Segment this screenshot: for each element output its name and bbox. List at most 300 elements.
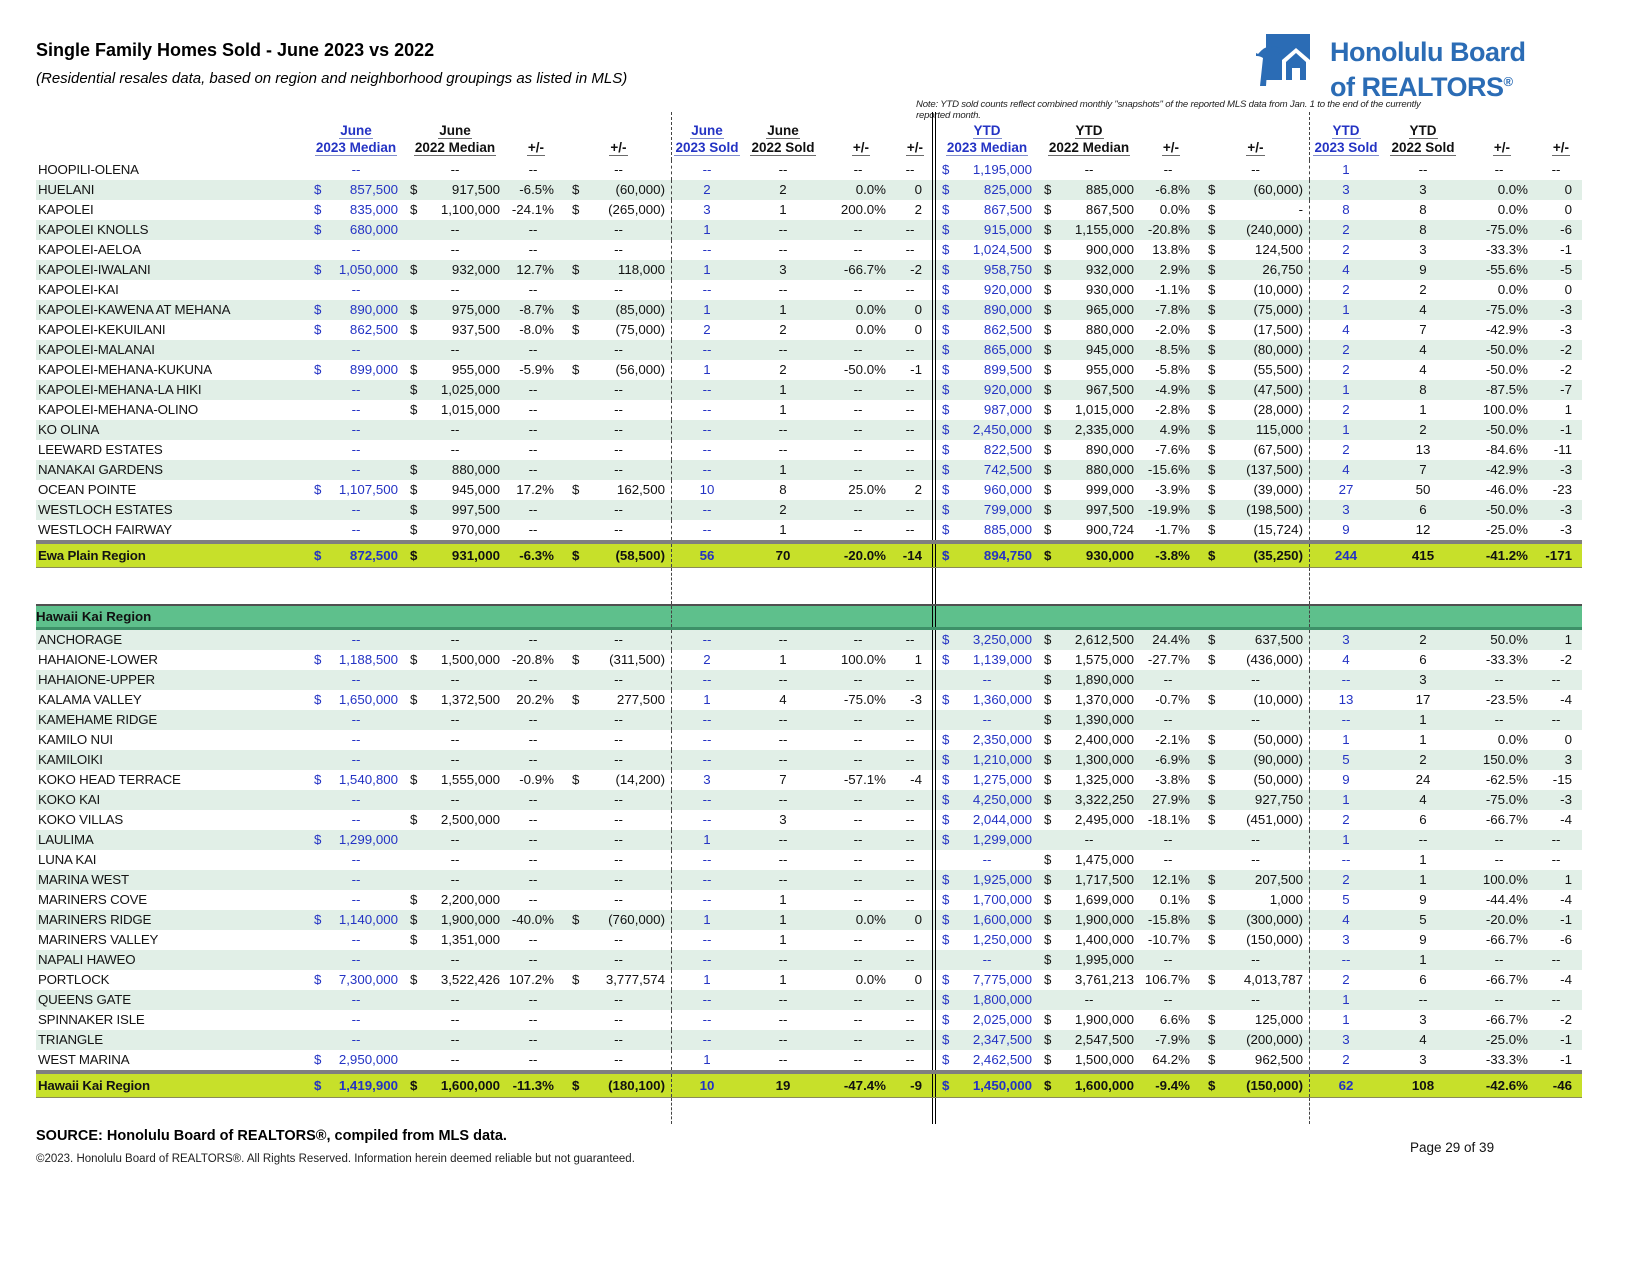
cell-ytd_sold_pct: -44.4% (1485, 892, 1528, 907)
logo-line1: Honolulu Board (1330, 36, 1526, 67)
cell-jun22_median: -- (450, 1012, 460, 1027)
cell-ytd_pct: -19.9% (1140, 500, 1202, 520)
cell-jun23_sold: -- (702, 812, 712, 827)
cell-sold_pct: -- (824, 790, 898, 810)
neighborhood-name: KAPOLEI-KAI (38, 282, 119, 297)
cell-ytd23_sold: 13 (1338, 692, 1354, 707)
cell-sold_pct: 25.0% (848, 482, 886, 497)
cell-jun22_sold: -- (742, 870, 824, 890)
cell-jun23_sold: -- (672, 340, 742, 360)
cell-ytd22_median: $ 1,370,000 (1044, 692, 1134, 707)
cell-ytd23_median: $ 1,299,000 (936, 830, 1038, 850)
cell-sold_pct: -50.0% (843, 362, 886, 377)
cell-jun_diff: -- (566, 1010, 672, 1030)
cell-ytd_sold_diff: -6 (1560, 932, 1572, 947)
cell-jun23_sold: 2 (672, 180, 742, 200)
cell-ytd_pct: -8.5% (1140, 340, 1202, 360)
cell-ytd22_sold: 3 (1419, 1052, 1427, 1067)
cell-ytd22_sold: 4 (1382, 300, 1464, 320)
neighborhood-name: KAPOLEI-MEHANA-OLINO (38, 402, 199, 417)
cell-ytd_pct: 6.6% (1159, 1012, 1190, 1027)
neighborhood-name: MARINERS COVE (38, 892, 147, 907)
cell-ytd23_sold: 4 (1310, 460, 1382, 480)
cell-ytd_pct: -2.1% (1155, 732, 1190, 747)
cell-sold_pct: -- (853, 442, 863, 457)
cell-jun_diff: -- (566, 790, 672, 810)
column-header-sold_diff: +/- (898, 112, 936, 160)
cell-sold_pct: -- (824, 500, 898, 520)
neighborhood-name: WESTLOCH ESTATES (36, 500, 308, 520)
cell-jun22_sold: -- (778, 852, 788, 867)
cell-jun23_sold: -- (672, 990, 742, 1010)
region-header-row (36, 604, 1582, 630)
cell-ytd23_median: $ 960,000 (942, 482, 1032, 497)
cell-ytd_pct: -6.9% (1140, 750, 1202, 770)
cell-sold_diff: -- (898, 1050, 936, 1070)
cell-sold_diff: -- (898, 160, 936, 180)
cell-ytd22_median: $ 1,600,000 (1038, 1074, 1140, 1097)
cell-jun23_median: -- (308, 670, 404, 690)
cell-jun22_sold (742, 568, 824, 604)
cell-jun23_median: -- (351, 892, 361, 907)
cell-jun22_median: -- (404, 710, 506, 730)
cell-jun_diff: $ (180,100) (566, 1074, 672, 1097)
cell-ytd22_sold: 6 (1419, 972, 1427, 987)
cell-jun22_median: $ 937,500 (410, 322, 500, 337)
cell-jun22_median: -- (404, 630, 506, 650)
cell-jun_pct (506, 1098, 566, 1124)
cell-jun_pct (506, 568, 566, 604)
source-line: SOURCE: Honolulu Board of REALTORS®, compiled from MLS data. (36, 1128, 507, 1144)
cell-jun23_sold: 1 (672, 300, 742, 320)
cell-ytd_pct: 0.1% (1159, 892, 1190, 907)
table-row (36, 770, 1582, 790)
cell-sold_pct: -- (853, 732, 863, 747)
cell-jun22_sold: -- (778, 282, 788, 297)
cell-ytd23_median: $ 920,000 (936, 380, 1038, 400)
cell-ytd23_median: $ 1,024,500 (942, 242, 1032, 257)
cell-ytd22_sold: 2 (1419, 282, 1427, 297)
cell-jun23_median: -- (308, 990, 404, 1010)
cell-ytd22_sold: 3 (1419, 242, 1427, 257)
region-total-label: Ewa Plain Region (36, 544, 308, 567)
cell-jun23_sold: 10 (672, 1074, 742, 1097)
cell-sold_diff: -- (898, 1030, 936, 1050)
cell-ytd22_sold: 13 (1415, 442, 1431, 457)
cell-jun_pct: -- (506, 630, 566, 650)
table-row (36, 300, 1582, 320)
cell-sold_diff: -- (898, 830, 936, 850)
cell-ytd_pct: -7.9% (1140, 1030, 1202, 1050)
cell-ytd23_sold: 1 (1310, 830, 1382, 850)
cell-sold_diff: 0 (898, 320, 936, 340)
cell-jun23_sold: -- (672, 630, 742, 650)
cell-ytd23_median: $ 2,462,500 (942, 1052, 1032, 1067)
cell-jun23_median (308, 568, 404, 604)
cell-ytd22_median: $ 1,300,000 (1038, 750, 1140, 770)
cell-ytd22_sold: 2 (1382, 630, 1464, 650)
cell-jun_pct: -- (528, 1012, 538, 1027)
cell-ytd_diff: $ (67,500) (1202, 440, 1310, 460)
cell-ytd22_median: $ 1,500,000 (1044, 1052, 1134, 1067)
cell-jun22_median: $ 932,000 (404, 260, 506, 280)
cell-ytd23_median: $ 1,700,000 (942, 892, 1032, 907)
cell-ytd_diff: -- (1202, 710, 1310, 730)
cell-jun23_median: $ 2,950,000 (314, 1052, 398, 1067)
cell-jun22_median: $ 1,015,000 (410, 402, 500, 417)
column-header-jun23_median: June 2023 Median (315, 123, 397, 155)
cell-ytd_pct: -2.8% (1155, 402, 1190, 417)
cell-ytd22_median: $ 1,475,000 (1044, 852, 1134, 867)
cell-ytd23_median: $ 958,750 (936, 260, 1038, 280)
cell-jun_diff (566, 1098, 672, 1124)
cell-ytd_diff: $ 637,500 (1202, 630, 1310, 650)
cell-jun_diff: -- (566, 1050, 672, 1070)
cell-ytd_sold_pct (1464, 1098, 1540, 1124)
cell-jun23_median: $ 1,140,000 (308, 910, 404, 930)
copyright-line: ©2023. Honolulu Board of REALTORS®. All Rights Reserved. Information herein deemed reliable but not guaranteed. (36, 1153, 635, 1165)
cell-ytd23_sold: 4 (1342, 652, 1350, 667)
cell-jun23_median: -- (351, 852, 361, 867)
cell-ytd22_median: $ 1,699,000 (1044, 892, 1134, 907)
cell-jun22_sold: 1 (779, 972, 787, 987)
cell-jun22_median: $ 1,500,000 (410, 652, 500, 667)
cell-ytd22_median: -- (1038, 990, 1140, 1010)
cell-ytd22_median: $ 2,400,000 (1044, 732, 1134, 747)
cell-jun22_median (404, 1098, 506, 1124)
cell-sold_diff: -- (898, 890, 936, 910)
cell-ytd_pct: 27.9% (1140, 790, 1202, 810)
cell-jun23_median: -- (308, 380, 404, 400)
cell-jun23_median: $ 872,500 (308, 544, 404, 567)
neighborhood-name (36, 1098, 308, 1124)
cell-jun23_sold (672, 606, 742, 627)
cell-sold_diff (898, 568, 936, 604)
cell-ytd22_sold: 9 (1419, 892, 1427, 907)
cell-jun22_median: $ 931,000 (404, 544, 506, 567)
cell-jun22_sold: 2 (742, 500, 824, 520)
cell-ytd_diff: $ (50,000) (1202, 770, 1310, 790)
cell-jun23_sold: -- (672, 790, 742, 810)
cell-ytd23_median: $ 1,275,000 (942, 772, 1032, 787)
cell-ytd_sold_pct: 150.0% (1464, 750, 1540, 770)
cell-jun22_median: $ 955,000 (410, 362, 500, 377)
cell-ytd22_median (1038, 568, 1140, 604)
cell-jun23_median: -- (308, 500, 404, 520)
cell-jun22_median: $ 1,600,000 (404, 1074, 506, 1097)
cell-ytd_diff: $ (55,500) (1202, 360, 1310, 380)
table-row (36, 630, 1582, 650)
cell-ytd_sold_pct: -75.0% (1464, 300, 1540, 320)
cell-ytd22_median: $ 900,724 (1044, 522, 1134, 537)
cell-jun22_sold: -- (778, 732, 788, 747)
neighborhood-name: KAPOLEI-IWALANI (36, 260, 308, 280)
cell-jun_pct: 107.2% (508, 972, 554, 987)
cell-sold_diff: -- (898, 240, 936, 260)
cell-ytd22_median: $ 890,000 (1044, 442, 1134, 457)
cell-ytd23_sold: 4 (1310, 260, 1382, 280)
cell-jun_diff: -- (566, 750, 672, 770)
cell-jun22_median (404, 606, 506, 627)
table-row (36, 280, 1582, 300)
cell-ytd23_sold: 5 (1342, 892, 1350, 907)
cell-jun22_sold: 1 (779, 932, 787, 947)
neighborhood-name (36, 112, 308, 160)
cell-ytd_sold_pct: -- (1494, 852, 1504, 867)
cell-ytd22_sold: 2 (1382, 420, 1464, 440)
cell-ytd_diff: $ (300,000) (1202, 910, 1310, 930)
cell-sold_diff: -3 (898, 690, 936, 710)
table-row (36, 890, 1582, 910)
cell-jun22_median: $ 945,000 (410, 482, 500, 497)
table-row (36, 690, 1582, 710)
cell-jun22_sold: 1 (779, 202, 787, 217)
cell-jun_diff: -- (566, 950, 672, 970)
section-spacer-row (36, 1098, 1582, 1124)
cell-ytd22_sold: 415 (1382, 544, 1464, 567)
cell-ytd_pct: -5.8% (1155, 362, 1190, 377)
cell-sold_diff: -4 (898, 770, 936, 790)
cell-jun_diff: $ (265,000) (566, 200, 672, 220)
cell-jun23_sold: 1 (672, 910, 742, 930)
cell-ytd_sold_pct: -- (1464, 830, 1540, 850)
neighborhood-name: KAPOLEI-KEKUILANI (38, 322, 166, 337)
cell-ytd23_sold: 2 (1310, 340, 1382, 360)
cell-sold_diff: -- (898, 340, 936, 360)
cell-jun_pct: -- (506, 500, 566, 520)
cell-ytd_sold_diff: -4 (1560, 692, 1572, 707)
cell-ytd_diff: $ (150,000) (1202, 930, 1310, 950)
cell-jun22_median: $ 1,351,000 (410, 932, 500, 947)
cell-ytd23_sold: 1 (1342, 162, 1350, 177)
cell-ytd23_sold: 2 (1342, 242, 1350, 257)
cell-sold_diff: -- (898, 810, 936, 830)
cell-ytd_sold_diff: -4 (1560, 812, 1572, 827)
cell-ytd_sold_pct: 0.0% (1497, 282, 1528, 297)
cell-sold_diff: -- (898, 990, 936, 1010)
cell-ytd_pct: 64.2% (1152, 1052, 1190, 1067)
cell-ytd_pct: 12.1% (1140, 870, 1202, 890)
cell-ytd_diff: $ - (1202, 200, 1310, 220)
neighborhood-name: HOOPILI-OLENA (38, 162, 139, 177)
cell-jun23_median: -- (351, 732, 361, 747)
table-row (36, 650, 1582, 670)
cell-jun_pct: 12.7% (506, 260, 566, 280)
cell-jun22_sold: -- (778, 442, 788, 457)
cell-ytd22_median: $ 965,000 (1038, 300, 1140, 320)
cell-ytd_sold_pct: -25.0% (1485, 522, 1528, 537)
cell-jun_diff: $ (60,000) (566, 180, 672, 200)
cell-ytd23_sold: 3 (1310, 180, 1382, 200)
cell-ytd23_sold: 5 (1310, 750, 1382, 770)
cell-sold_pct: -- (853, 892, 863, 907)
cell-jun23_sold: 3 (703, 202, 711, 217)
cell-jun23_sold: -- (672, 950, 742, 970)
cell-sold_diff: -- (898, 790, 936, 810)
cell-ytd22_median: $ 900,000 (1044, 242, 1134, 257)
cell-ytd22_median: $ 1,015,000 (1044, 402, 1134, 417)
cell-ytd_diff: $ (28,000) (1202, 400, 1310, 420)
cell-jun23_median: -- (351, 932, 361, 947)
cell-ytd_sold_diff: 1 (1540, 870, 1582, 890)
cell-ytd22_sold: 1 (1382, 870, 1464, 890)
cell-jun_pct: -- (506, 380, 566, 400)
cell-ytd_pct: -3.8% (1140, 544, 1202, 567)
cell-ytd22_median: $ 3,761,213 (1044, 972, 1134, 987)
cell-jun22_median: -- (450, 282, 460, 297)
cell-ytd22_median: $ 1,155,000 (1038, 220, 1140, 240)
cell-ytd23_median: $ 825,000 (936, 180, 1038, 200)
cell-ytd22_median: $ 2,335,000 (1038, 420, 1140, 440)
cell-ytd23_median: -- (982, 852, 992, 867)
neighborhood-name: MARINERS RIDGE (36, 910, 308, 930)
cell-jun23_median: $ 1,419,900 (308, 1074, 404, 1097)
cell-ytd_diff: $ (150,000) (1202, 1074, 1310, 1097)
cell-jun23_median: -- (308, 710, 404, 730)
cell-ytd_sold_diff: -3 (1540, 300, 1582, 320)
cell-jun22_median: -- (404, 870, 506, 890)
cell-ytd22_sold: 4 (1382, 790, 1464, 810)
cell-ytd_diff: $ (60,000) (1202, 180, 1310, 200)
cell-sold_pct: -75.0% (843, 692, 886, 707)
cell-sold_diff: -- (898, 500, 936, 520)
cell-ytd_diff: $ 962,500 (1202, 1050, 1310, 1070)
cell-sold_diff: -- (898, 730, 936, 750)
cell-jun22_sold: -- (778, 1012, 788, 1027)
cell-jun23_median: $ 1,107,500 (314, 482, 398, 497)
cell-sold_pct: -- (824, 380, 898, 400)
cell-jun23_median: $ 1,188,500 (314, 652, 398, 667)
cell-ytd22_median: $ 1,325,000 (1044, 772, 1134, 787)
cell-ytd22_median: $ 1,400,000 (1044, 932, 1134, 947)
cell-jun_pct: -- (528, 732, 538, 747)
table-row (36, 320, 1582, 340)
cell-ytd_sold_diff: 0 (1564, 202, 1572, 217)
cell-jun23_sold: -- (672, 500, 742, 520)
cell-jun22_sold (742, 1098, 824, 1124)
cell-ytd22_sold: 1 (1382, 710, 1464, 730)
cell-jun_diff: -- (566, 810, 672, 830)
neighborhood-name: TRIANGLE (36, 1030, 308, 1050)
cell-jun_diff: $ (85,000) (566, 300, 672, 320)
neighborhood-name: HAHAIONE-UPPER (36, 670, 308, 690)
cell-ytd22_median: $ 2,547,500 (1038, 1030, 1140, 1050)
cell-ytd22_median: $ 997,500 (1038, 500, 1140, 520)
cell-ytd_diff: $ (17,500) (1202, 320, 1310, 340)
cell-jun22_median: $ 880,000 (404, 460, 506, 480)
cell-ytd23_sold: 4 (1342, 322, 1350, 337)
cell-ytd22_sold: -- (1382, 990, 1464, 1010)
cell-jun_diff: $ (311,500) (566, 650, 672, 670)
cell-ytd22_sold: 12 (1415, 522, 1431, 537)
column-header-ytd_diff: +/- (1202, 112, 1310, 160)
cell-jun23_sold: 1 (703, 1052, 711, 1067)
cell-jun22_sold: 1 (742, 910, 824, 930)
neighborhood-name: KAMILO NUI (38, 732, 113, 747)
neighborhood-name: LUNA KAI (38, 852, 97, 867)
cell-ytd23_median: $ 1,139,000 (942, 652, 1032, 667)
cell-jun_diff: $ (75,000) (566, 320, 672, 340)
cell-ytd_pct: -6.8% (1140, 180, 1202, 200)
cell-ytd23_median: $ 890,000 (936, 300, 1038, 320)
cell-ytd23_sold: 2 (1342, 282, 1350, 297)
cell-ytd22_median: $ 1,390,000 (1038, 710, 1140, 730)
cell-jun_pct: -- (506, 670, 566, 690)
table-row (36, 970, 1582, 990)
cell-jun_diff (566, 606, 672, 627)
cell-ytd_sold_diff: -- (1540, 830, 1582, 850)
cell-jun23_median: -- (308, 630, 404, 650)
cell-sold_diff: -- (898, 400, 936, 420)
cell-jun_pct: -8.7% (506, 300, 566, 320)
cell-sold_pct: -- (853, 812, 863, 827)
cell-ytd_diff: -- (1202, 670, 1310, 690)
cell-ytd_sold_diff: 3 (1540, 750, 1582, 770)
cell-jun23_sold: -- (702, 932, 712, 947)
cell-sold_pct: -- (824, 670, 898, 690)
cell-ytd22_sold: 6 (1382, 500, 1464, 520)
cell-sold_pct: -- (824, 710, 898, 730)
cell-jun_diff: -- (566, 990, 672, 1010)
cell-ytd_pct (1140, 568, 1202, 604)
cell-ytd23_median: $ 1,195,000 (942, 162, 1032, 177)
cell-ytd_pct: -15.6% (1140, 460, 1202, 480)
cell-jun23_median (308, 606, 404, 627)
cell-jun23_median: -- (351, 402, 361, 417)
cell-sold_pct: -66.7% (824, 260, 898, 280)
cell-ytd23_sold (1310, 1098, 1382, 1124)
cell-ytd_pct: -10.7% (1147, 932, 1190, 947)
column-header-ytd23_median: YTD 2023 Median (946, 123, 1028, 155)
cell-jun_pct (506, 606, 566, 627)
cell-ytd22_median: $ 867,500 (1044, 202, 1134, 217)
cell-ytd23_sold: 62 (1310, 1074, 1382, 1097)
cell-ytd_sold_diff: -2 (1540, 340, 1582, 360)
cell-ytd_diff: $ (451,000) (1202, 810, 1310, 830)
cell-jun22_sold (742, 606, 824, 627)
cell-jun23_median: $ 835,000 (314, 202, 398, 217)
region-total-row (36, 1070, 1582, 1098)
cell-jun22_median: -- (450, 852, 460, 867)
cell-ytd23_median: $ 1,925,000 (936, 870, 1038, 890)
cell-sold_pct: 200.0% (840, 202, 886, 217)
cell-jun_pct: -- (528, 932, 538, 947)
cell-jun_pct: 17.2% (516, 482, 554, 497)
cell-jun22_sold: 8 (779, 482, 787, 497)
cell-ytd23_sold: 1 (1310, 380, 1382, 400)
cell-ytd23_median: $ 1,360,000 (942, 692, 1032, 707)
cell-jun23_median: -- (351, 162, 361, 177)
cell-ytd23_sold: 3 (1342, 932, 1350, 947)
cell-ytd_pct: -2.0% (1155, 322, 1190, 337)
cell-ytd23_sold: 9 (1342, 772, 1350, 787)
column-header-jun_diff: +/- (566, 112, 672, 160)
cell-ytd23_sold: 1 (1310, 990, 1382, 1010)
cell-ytd22_sold: -- (1418, 162, 1428, 177)
cell-ytd23_median: $ 2,025,000 (942, 1012, 1032, 1027)
cell-jun22_sold: -- (742, 990, 824, 1010)
cell-jun22_sold: -- (742, 1030, 824, 1050)
cell-sold_pct: -- (824, 220, 898, 240)
cell-jun22_sold: 3 (742, 260, 824, 280)
cell-ytd23_sold: 3 (1310, 500, 1382, 520)
cell-jun_diff: -- (566, 870, 672, 890)
cell-ytd_diff: $ (10,000) (1202, 690, 1310, 710)
cell-ytd_sold_pct: -84.6% (1485, 442, 1528, 457)
cell-jun_pct: -- (528, 282, 538, 297)
cell-jun23_sold: -- (702, 442, 712, 457)
cell-jun23_sold: 1 (703, 692, 711, 707)
